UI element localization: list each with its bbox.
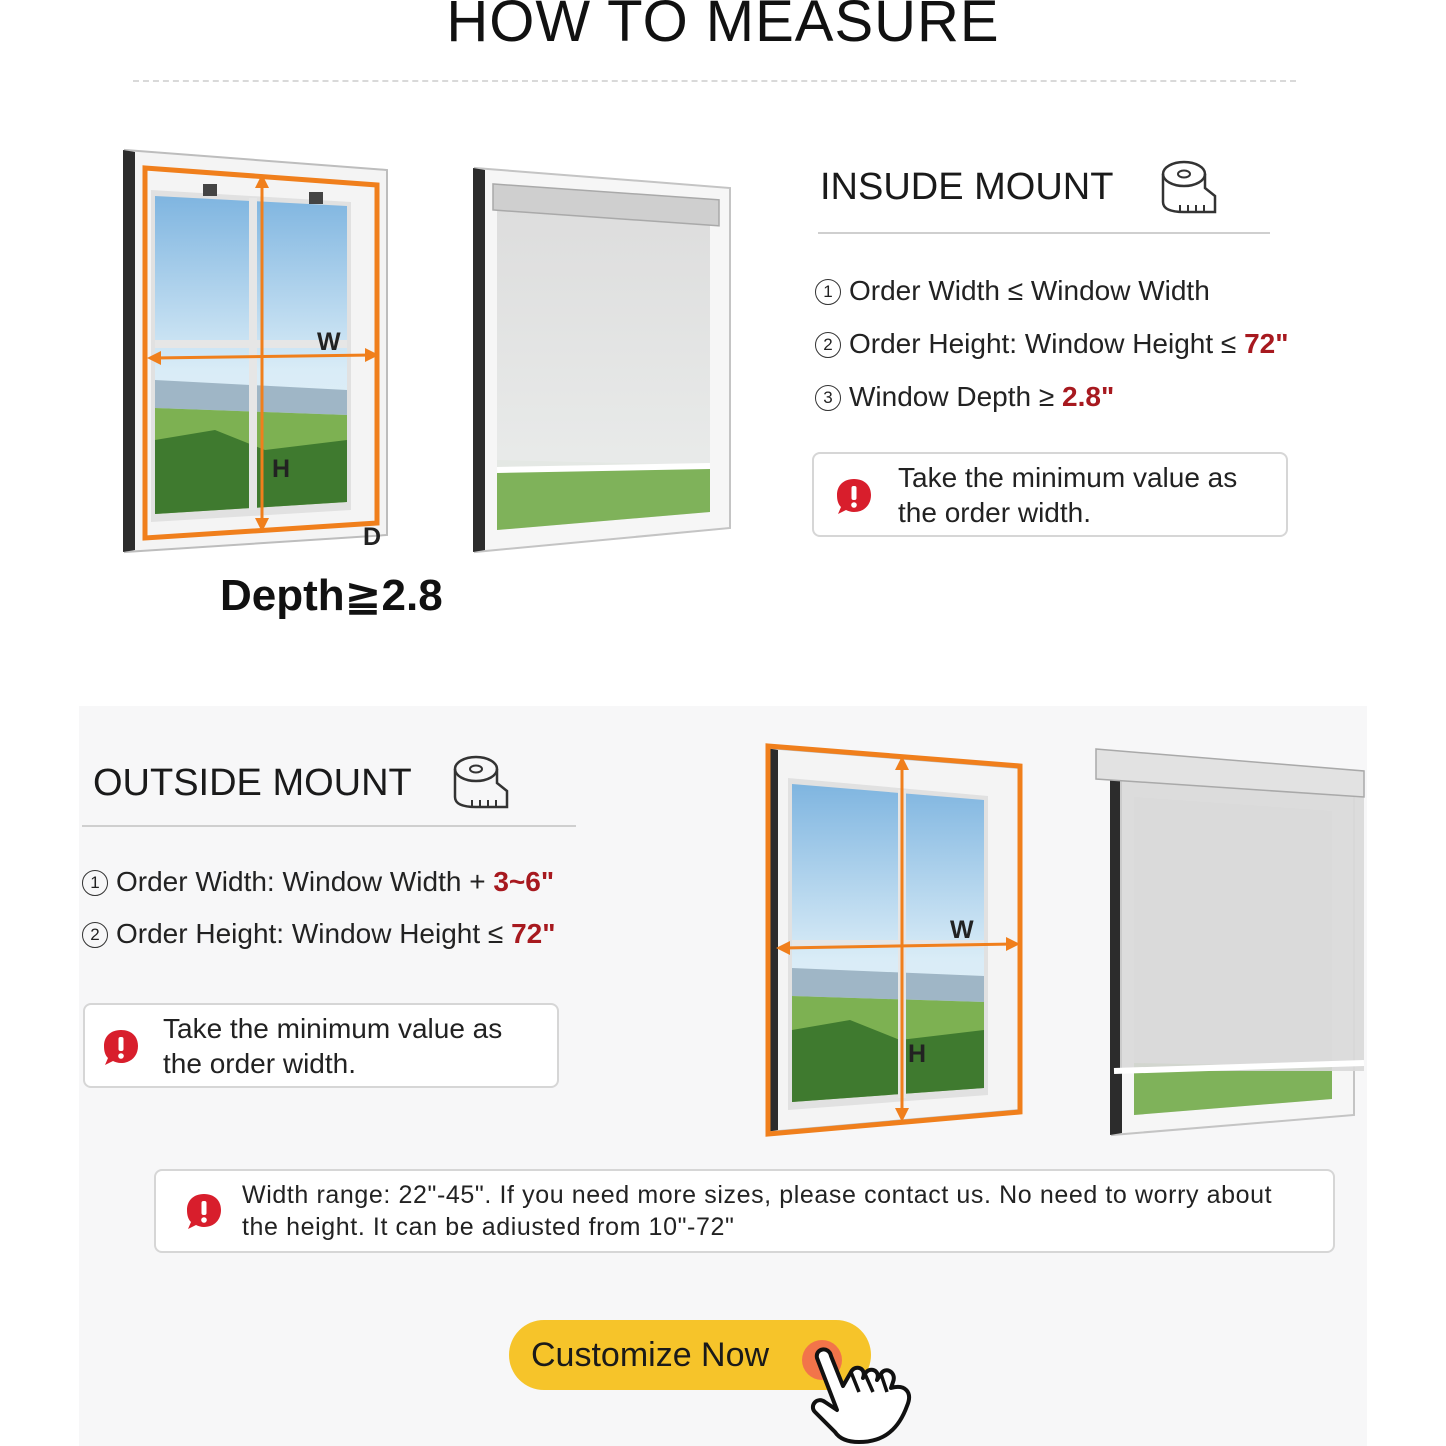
rule-highlight: 72" (511, 918, 556, 949)
rule-highlight: 2.8" (1062, 381, 1115, 412)
rule-number: 2 (82, 922, 108, 948)
outside-window-diagram (760, 740, 1030, 1140)
outside-width-label: W (950, 916, 974, 944)
size-note-box (154, 1169, 1335, 1253)
page-title: HOW TO MEASURE (446, 0, 1000, 54)
outside-mount-heading: OUTSIDE MOUNT (93, 762, 412, 804)
rule-number: 2 (815, 332, 841, 358)
inside-note-text: Take the minimum value as the order width. (898, 462, 1238, 528)
inside-window-diagram (115, 140, 405, 565)
inside-shade-diagram (465, 160, 740, 560)
size-note-text: Width range: 22"-45". If you need more sizes, please contact us. No need to worry about the height. It can be adiusted from 10"-72" (242, 1181, 1273, 1241)
inside-mount-heading: INSUDE MOUNT (820, 166, 1114, 208)
outside-shade-diagram (1092, 745, 1372, 1140)
tape-measure-icon (1160, 160, 1218, 216)
rule-number: 3 (815, 385, 841, 411)
rule-text: Order Height: Window Height ≤ (116, 918, 512, 949)
pointing-hand-icon (795, 1330, 950, 1446)
outside-height-label: H (908, 1040, 927, 1068)
rule-text: Order Width: Window Width + (116, 866, 494, 897)
inside-heading-divider (818, 232, 1270, 234)
alert-icon (834, 476, 874, 516)
depth-caption: Depth≧2.8 (220, 571, 443, 620)
rule-number: 1 (82, 870, 108, 896)
outside-rule-2 (82, 918, 556, 950)
rule-text: Order Width ≤ Window Width (849, 275, 1210, 306)
rule-number: 1 (815, 279, 841, 305)
customize-now-button[interactable]: Customize Now (509, 1320, 871, 1390)
rule-highlight: 72" (1244, 328, 1289, 359)
outside-note-text: Take the minimum value as the order width. (163, 1013, 503, 1079)
rule-highlight: 3~6" (493, 866, 555, 897)
inside-rule-2 (815, 328, 1289, 360)
inside-rule-3 (815, 381, 1114, 413)
alert-icon (184, 1191, 224, 1231)
inside-width-label: W (317, 328, 341, 356)
inside-note-box (812, 452, 1288, 537)
alert-icon (101, 1027, 141, 1067)
outside-rule-1 (82, 866, 554, 898)
tape-measure-icon (452, 755, 510, 811)
inside-depth-label: D (363, 523, 382, 551)
rule-text: Window Depth ≥ (849, 381, 1063, 412)
outside-note-box (83, 1003, 559, 1088)
outside-heading-divider (82, 825, 576, 827)
inside-height-label: H (272, 455, 291, 483)
rule-text: Order Height: Window Height ≤ (849, 328, 1245, 359)
inside-rule-1 (815, 275, 1210, 307)
title-divider (133, 80, 1296, 82)
